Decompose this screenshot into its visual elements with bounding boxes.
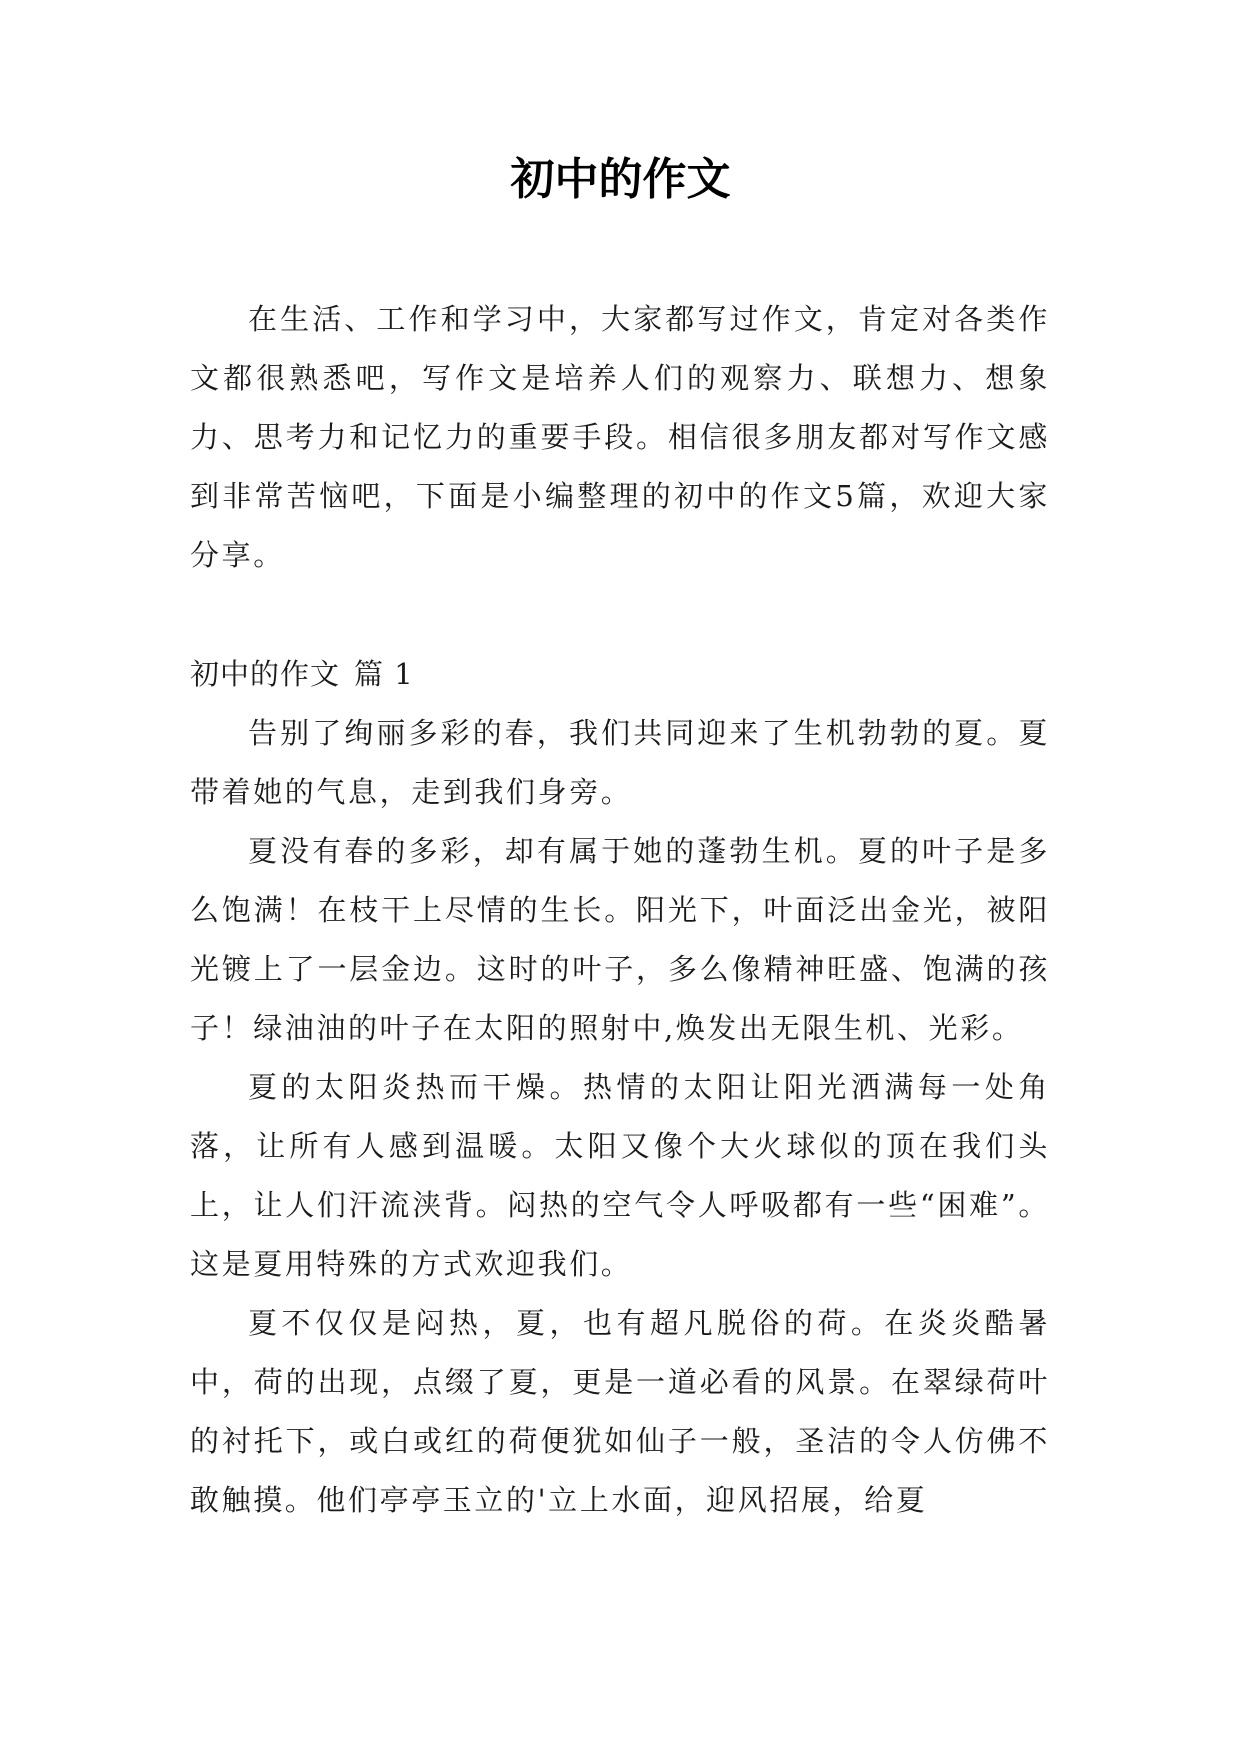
intro-paragraph: 在生活、工作和学习中，大家都写过作文，肯定对各类作文都很熟悉吧，写作文是培养人们的观察力、联想力、想象力、思考力和记忆力的重要手段。相信很多朋友都对写作文感到非常苦恼吧，下面是小编整理的初中的作文5篇，欢迎大家分享。	[190, 302, 1050, 572]
body-paragraph-2: 夏没有春的多彩，却有属于她的蓬勃生机。夏的叶子是多么饱满！在枝干上尽情的生长。阳光下，叶面泛出金光，被阳光镀上了一层金边。这时的叶子，多么像精神旺盛、饱满的孩子！绿油油的叶子在太阳的照射中,焕发出无限生机、光彩。	[190, 834, 1050, 1045]
body-paragraph-1: 告别了绚丽多彩的春，我们共同迎来了生机勃勃的夏。夏带着她的气息，走到我们身旁。	[190, 716, 1050, 809]
body-paragraph-3: 夏的太阳炎热而干燥。热情的太阳让阳光洒满每一处角落，让所有人感到温暖。太阳又像个大火球似的顶在我们头上，让人们汗流浃背。闷热的空气令人呼吸都有一些“困难”。这是夏用特殊的方式欢迎我们。	[190, 1070, 1050, 1281]
section-heading	[190, 645, 1050, 704]
document-body	[190, 290, 1050, 1530]
section-heading-number: 篇 1	[354, 657, 414, 691]
document-title: 初中的作文	[510, 154, 731, 205]
section-heading-title: 初中的作文	[190, 657, 341, 691]
body-paragraph-4: 夏不仅仅是闷热，夏，也有超凡脱俗的荷。在炎炎酷暑中，荷的出现，点缀了夏，更是一道必看的风景。在翠绿荷叶的衬托下，或白或红的荷便犹如仙子一般，圣洁的令人仿佛不敢触摸。他们亭亭玉立的'立上水面，迎风招展，给夏	[190, 1306, 1050, 1517]
